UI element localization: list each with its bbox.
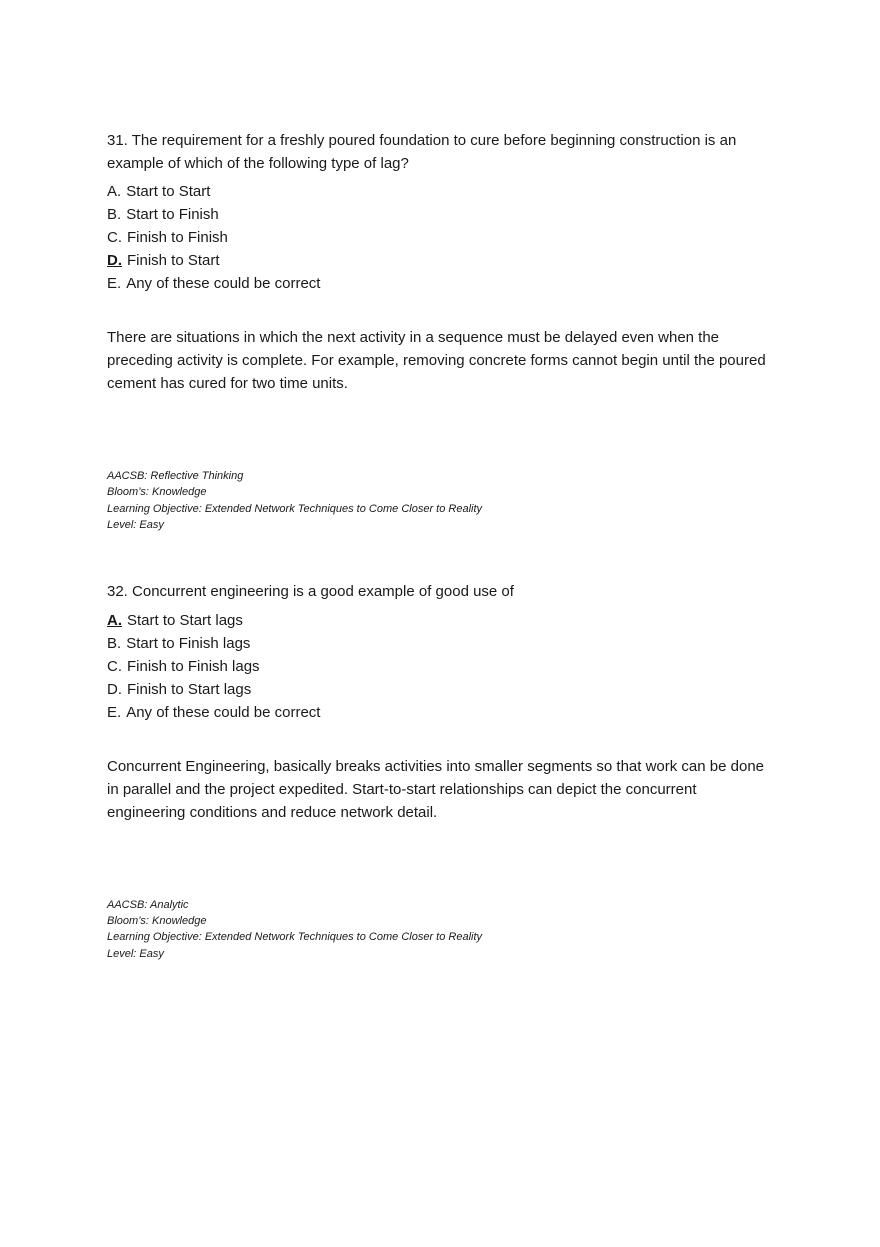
meta-level: Level: Easy [107, 947, 164, 960]
option-letter: E. [107, 275, 122, 292]
option-letter: B. [107, 206, 122, 223]
option-text: Start to Finish lags [126, 634, 251, 652]
question-32-metadata [107, 897, 770, 962]
option-text: Start to Finish [126, 206, 219, 223]
option-text: Start to Start [126, 183, 211, 200]
meta-aacsb: AACSB: Reflective Thinking [107, 470, 244, 482]
option-text: Finish to Start lags [127, 680, 252, 698]
meta-blooms: Bloom’s: Knowledge [107, 486, 207, 499]
question-32-option-e [107, 701, 770, 724]
question-31-feedback: There are situations in which the next activity in a sequence must be delayed even when the preceding activity is complete. For example, removing concrete forms cannot begin until the poured cement has cured for two time units. [107, 329, 766, 392]
option-letter: E. [107, 703, 122, 721]
option-text: Finish to Start [127, 252, 220, 269]
option-text: Any of these could be correct [126, 275, 321, 292]
option-text: Finish to Finish [127, 229, 228, 246]
question-32-option-b [107, 632, 770, 655]
correct-answer-letter: A. [107, 611, 122, 629]
option-text: Start to Start lags [127, 611, 243, 629]
option-letter: C. [107, 657, 122, 675]
question-32-option-a-correct [107, 609, 770, 632]
question-32-feedback: Concurrent Engineering, basically breaks activities into smaller segments so that work can be done in parallel and the project expedited. Start-to-start relationships can depict the concurrent engineering conditions and reduce network detail. [107, 757, 764, 821]
question-31-option-e [107, 272, 770, 295]
question-31-metadata [107, 468, 770, 533]
option-letter: D. [107, 680, 122, 698]
question-32-stem: 32. Concurrent engineering is a good example of good use of [107, 583, 514, 601]
question-31 [107, 130, 770, 533]
question-31-option-a [107, 180, 770, 203]
correct-answer-letter: D. [107, 252, 122, 269]
question-31-option-b [107, 203, 770, 226]
option-text: Any of these could be correct [126, 703, 321, 721]
option-letter: A. [107, 183, 122, 200]
option-letter: C. [107, 229, 122, 246]
question-31-stem: 31. The requirement for a freshly poured foundation to cure before beginning construction is an example of which of the following type of lag? [107, 132, 737, 172]
question-31-option-c [107, 226, 770, 249]
meta-level: Level: Easy [107, 518, 164, 531]
question-32-option-d [107, 678, 770, 701]
question-32 [107, 581, 770, 962]
meta-learning-objective: Learning Objective: Extended Network Techniques to Come Closer to Reality [107, 931, 483, 944]
meta-learning-objective: Learning Objective: Extended Network Techniques to Come Closer to Reality [107, 502, 483, 515]
option-letter: B. [107, 634, 122, 652]
question-32-option-c [107, 655, 770, 678]
option-text: Finish to Finish lags [127, 657, 260, 675]
meta-aacsb: AACSB: Analytic [107, 898, 189, 911]
question-31-option-d-correct [107, 249, 770, 272]
meta-blooms: Bloom’s: Knowledge [107, 914, 207, 927]
